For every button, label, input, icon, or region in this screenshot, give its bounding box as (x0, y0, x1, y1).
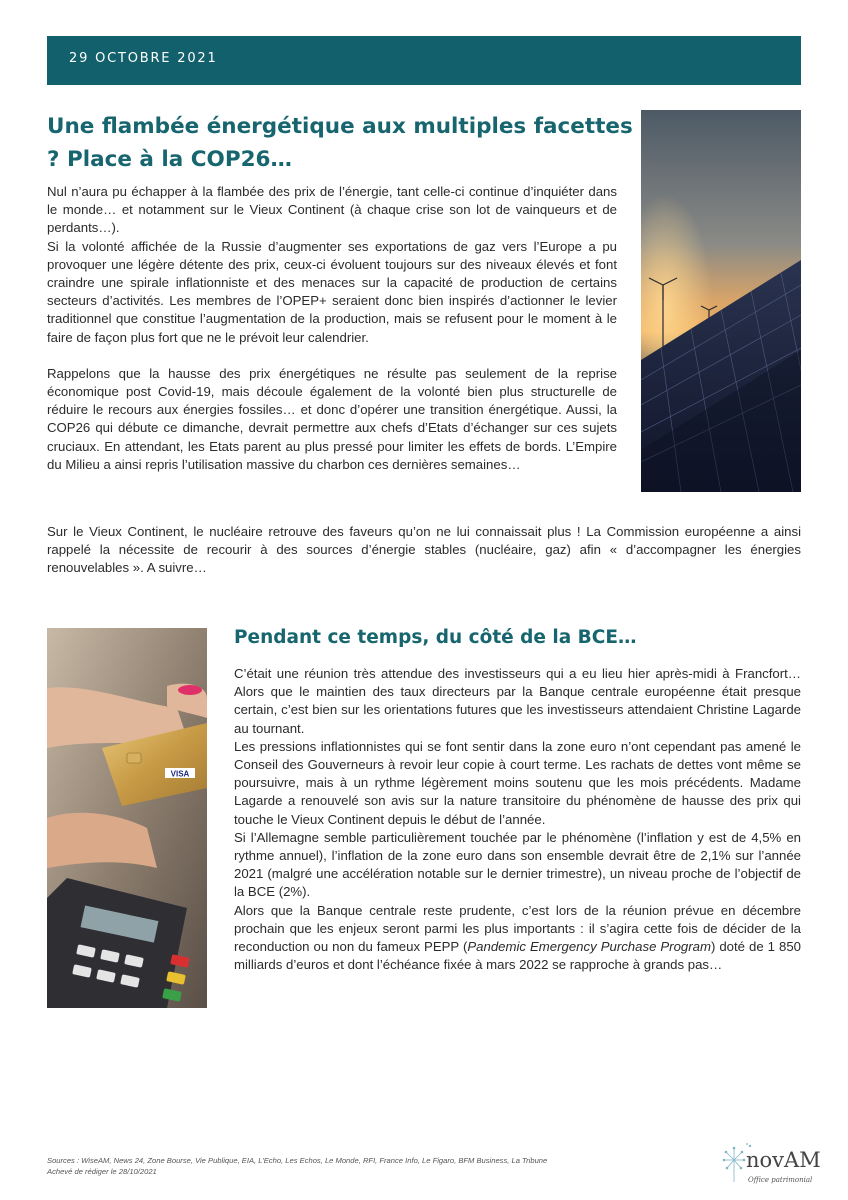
logo-tagline: Office patrimonial (748, 1176, 813, 1184)
section2-paragraph: C’était une réunion très attendue des investisseurs qui a eu lieu hier après-midi à Francfort… Alors que le maintien des taux directeurs par la Banque centrale européenne était presque certain, c’est bien sur les orientations futures que les investisseurs attendaient Christine Lagarde au tournant. (234, 666, 801, 736)
section1-paragraph: Rappelons que la hausse des prix énergétiques ne résulte pas seulement de la reprise économique post Covid-19, mais découle également de la volonté bien plus structurelle de réduire le recours aux énergies fossiles… et donc d’opérer une transition énergétique. Aussi, la COP26 qui débute ce dimanche, devrait permettre aux chefs d’Etats d’échanger sur ces sujets cruciaux. En attendant, les Etats parent au plus pressé pour limiter les effets de bords. L’Empire du Milieu a ainsi repris l’utilisation massive du charbon ces dernières semaines… (47, 365, 617, 472)
section2-paragraph: Si l’Allemagne semble particulièrement touchée par le phénomène (l’inflation y est de 4,5% en rythme annuel), l’inflation de la zone euro dans son ensemble devrait être de 2,1% sur l’année 2021 (malgré une accélération notable sur le dernier trimestre), un niveau proche de l’objectif de la BCE (2%). (234, 829, 801, 900)
section1-paragraph: Nul n’aura pu échapper à la flambée des prix de l’énergie, tant celle-ci continue d’inquiéter dans le monde… et notamment sur le Vieux Continent (à chaque crise son lot de vainqueurs et de perdants…). (47, 184, 617, 236)
section1-title: Une flambée énergétique aux multiples facettes ? Place à la COP26… (47, 114, 633, 172)
section2-paragraph (234, 902, 801, 975)
footer-written-date: Achevé de rédiger le 28/10/2021 (47, 1167, 157, 1176)
publication-date: 29 OCTOBRE 2021 (69, 51, 218, 66)
section2-title: Pendant ce temps, du côté de la BCE… (234, 627, 637, 648)
section1-paragraph: Si la volonté affichée de la Russie d’augmenter ses exportations de gaz vers l’Europe a pu provoquer une légère détente des prix, ceux-ci évoluent toujours sur des niveaux élevés et font craindre une spirale inflationniste et des menaces sur la capacité de production de certains secteurs d’activités. Les membres de l’OPEP+ seraient donc bien inspirés d’actionner le levier traditionnel que constitue l’augmentation de la production, mais se refusent pour le moment à le faire de façon plus fort que ne le prévoit leur calendrier. (47, 238, 617, 345)
solar-panels-photo (641, 110, 801, 492)
pepp-full-name: Pandemic Emergency Purchase Program (467, 939, 711, 955)
novam-logo (720, 1138, 820, 1194)
header-band (47, 36, 801, 85)
section2-paragraph: Les pressions inflationnistes qui se font sentir dans la zone euro n’ont cependant pas amené le Conseil des Gouverneurs à revoir leur copie à court terme. Les rachats de dettes vont même se poursuivre, mais à un rythme légèrement moins soutenu que les mois précédents. Madame Lagarde a renouvelé son avis sur la nature transitoire du phénomène de hausse des prix qui touche le Vieux Continent depuis le début de l’année. (234, 738, 801, 827)
pepp-text-after: ) doté de 1 850 milliards d’euros et dont l’échéance fixée à mars 2022 se rapproche à grands pas… (234, 939, 801, 973)
footer (47, 1155, 687, 1177)
section1-body (47, 183, 617, 474)
footer-sources: Sources : WiseAM, News 24, Zone Bourse, Vie Publique, EIA, L’Echo, Les Echos, Le Monde, RFI, France Info, Le Figaro, BFM Business, La Tribune (47, 1156, 548, 1165)
pepp-text-before: Alors que la Banque centrale reste prudente, c’est lors de la réunion prévue en décembre prochain que les enjeux seront parmi les plus importants : il s’agira cette fois de décider de la reconduction ou non du fameux PEPP ( (234, 902, 801, 955)
logo-name: novAM (746, 1148, 821, 1172)
section2-body (234, 665, 801, 974)
card-payment-photo (47, 628, 207, 1008)
card-brand-label: VISA (170, 769, 190, 779)
section1-closing-paragraph: Sur le Vieux Continent, le nucléaire retrouve des faveurs qu’on ne lui connaissait plus ! La Commission européenne a ainsi rappelé la nécessite de recourir à des sources d’énergie stables (nucléaire, gaz) afin « d’accompagner les énergies renouvelables ». A suivre… (47, 524, 801, 576)
